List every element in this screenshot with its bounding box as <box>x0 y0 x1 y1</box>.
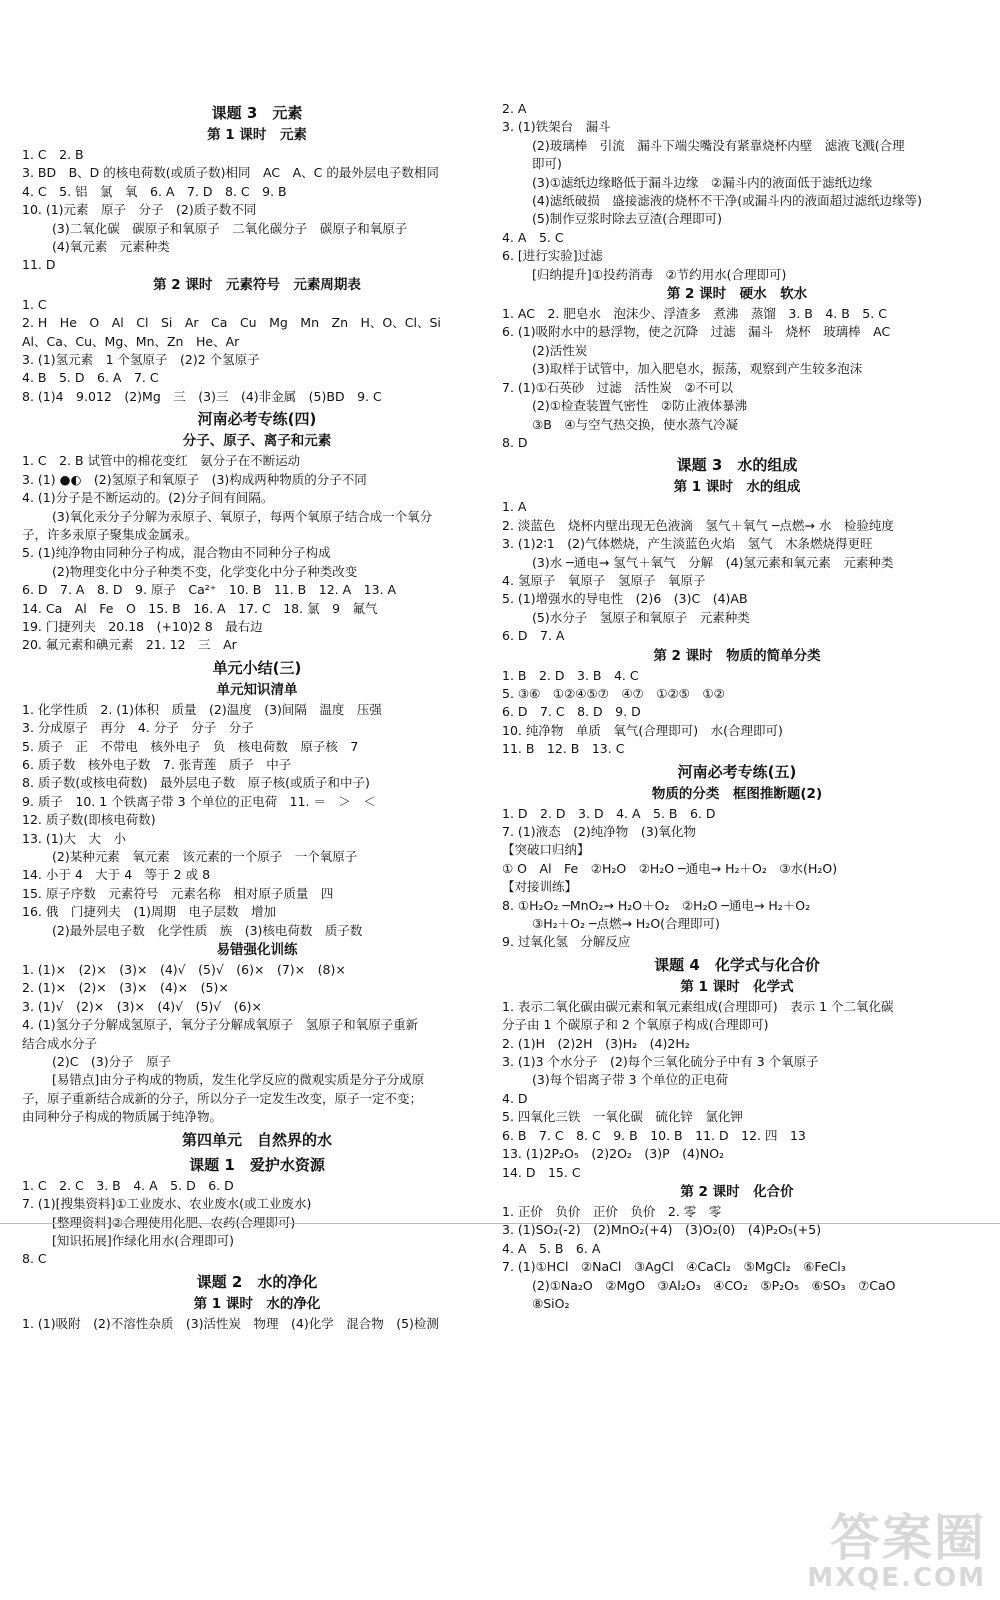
answer-line: 5. ③⑥ ①②④⑤⑦ ④⑦ ①②⑤ ①② <box>502 685 725 701</box>
answer-line: 1. D 2. D 3. D 4. A 5. B 6. D <box>502 805 716 821</box>
answer-line: 8. D <box>502 434 528 450</box>
answer-line: 1. 化学性质 2. (1)体积 质量 (2)温度 (3)间隔 温度 压强 <box>22 701 382 717</box>
answer-line: 1. 表示二氧化碳由碳元素和氧元素组成(合理即可) 表示 1 个二氧化碳 <box>502 998 894 1014</box>
answer-line: 14. 小于 4 大于 4 等于 2 或 8 <box>22 867 211 883</box>
section-heading: 单元小结(三) <box>212 658 302 677</box>
answer-line: 2. A <box>502 101 527 116</box>
answer-line: 【对接训练】 <box>502 879 578 895</box>
answer-line: 9. 质子 10. 1 个铁离子带 3 个单位的正电荷 11. ＝ ＞ ＜ <box>22 793 376 809</box>
answer-line: 1. C 2. B 试管中的棉花变红 氨分子在不断运动 <box>22 453 301 469</box>
answer-line: (2)玻璃棒 引流 漏斗下端尖嘴没有紧靠烧杯内壁 滤液飞溅(合理 <box>532 137 905 153</box>
answer-line: 4. 氢原子 氧原子 氢原子 氧原子 <box>502 572 706 588</box>
answer-line: 3. (1)3 个水分子 (2)每个三氧化硫分子中有 3 个氧原子 <box>502 1054 819 1070</box>
subsection-heading: 第 2 课时 物质的简单分类 <box>653 647 821 664</box>
answer-line: (2)某种元素 氧元素 该元素的一个原子 一个氧原子 <box>52 849 358 864</box>
section-heading: 课题 3 元素 <box>211 104 303 122</box>
answer-line: ③H₂＋O₂ ─点燃→ H₂O(合理即可) <box>532 916 720 932</box>
section-heading: 第四单元 自然界的水 <box>181 1130 332 1149</box>
answer-line: 11. B 12. B 13. C <box>502 741 625 757</box>
answer-line: 10. (1)元素 原子 分子 (2)质子数不同 <box>22 202 257 218</box>
right-column <box>502 100 972 1313</box>
answer-line: 5. (1)增强水的导电性 (2)6 (3)C (4)AB <box>502 591 748 607</box>
answer-line: 3. (1)SO₂(-2) (2)MnO₂(+4) (3)O₂(0) (4)P₂O₅(+5) <box>502 1222 822 1238</box>
answer-line: 4. D <box>502 1090 528 1106</box>
answer-line: 3. (1)2∶1 (2)气体燃烧，产生淡蓝色火焰 氢气 木条燃烧得更旺 <box>502 536 873 552</box>
subsection-heading: 第 1 课时 水的组成 <box>673 479 801 496</box>
answer-line: 3. 分成原子 再分 4. 分子 分子 分子 <box>22 720 254 736</box>
answer-line: 7. (1)[搜集资料]①工业废水、农业废水(或工业废水) <box>22 1196 312 1212</box>
answer-line: 4. (1)分子是不断运动的。(2)分子间有间隔。 <box>22 490 274 506</box>
answer-line: 3. (1)铁架台 漏斗 <box>502 119 611 135</box>
answer-line: 2. 淡蓝色 烧杯内壁出现无色液滴 氢气＋氧气 ─点燃→ 水 检验纯度 <box>502 517 894 533</box>
answer-line: 9. 过氧化氢 分解反应 <box>502 934 631 950</box>
answer-line: (2)①检查装置气密性 ②防止液体暴沸 <box>532 398 748 414</box>
answer-line: 8. 质子数(或核电荷数) 最外层电子数 原子核(或质子和中子) <box>22 775 370 791</box>
answer-line: 4. (1)氢分子分解成氢原子，氧分子分解成氧原子 氢原子和氧原子重新 <box>22 1017 419 1033</box>
answer-line: 16. 俄 门捷列夫 (1)周期 电子层数 增加 <box>22 904 277 920</box>
watermark <box>807 1509 986 1593</box>
answer-line: 6. [进行实验]过滤 <box>502 248 603 264</box>
answer-line: [易错点]由分子构成的物质，发生化学反应的微观实质是分子分成原 <box>52 1072 425 1088</box>
answer-line: 分子由 1 个碳原子和 2 个氧原子构成(合理即可) <box>502 1017 769 1033</box>
answer-line: ① O Al Fe ②H₂O ②H₂O ─通电→ H₂＋O₂ ③水(H₂O) <box>502 860 838 876</box>
answer-line: 1. AC 2. 肥皂水 泡沫少、浮渣多 煮沸 蒸馏 3. B 4. B 5. C <box>502 306 887 322</box>
answer-line: 2. (1)H (2)2H (3)H₂ (4)2H₂ <box>502 1035 690 1051</box>
answer-line: 5. (1)纯净物由同种分子构成，混合物由不同种分子构成 <box>22 545 331 561</box>
answer-line: 1. (1)吸附 (2)不溶性杂质 (3)活性炭 物理 (4)化学 混合物 (5)检测 <box>22 1315 439 1331</box>
section-heading: 课题 2 水的净化 <box>196 1272 318 1291</box>
answer-line: ③B ④与空气热交换，使水蒸气冷凝 <box>532 416 738 432</box>
subsection-heading: 分子、原子、离子和元素 <box>182 433 332 450</box>
answer-line: (4)滤纸破损 盛接滤液的烧杯不干净(或漏斗内的液面超过滤纸边缘等) <box>532 193 922 209</box>
answer-line: (3)氧化汞分子分解为汞原子、氧原子，每两个氧原子结合成一个氧分 <box>52 508 433 524</box>
answer-line: 3. (1) ●◐ (2)氢原子和氧原子 (3)构成两种物质的分子不同 <box>22 471 367 487</box>
answer-line: (5)水分子 氢原子和氧原子 元素种类 <box>532 609 750 625</box>
answer-line: 1. (1)× (2)× (3)× (4)√ (5)√ (6)× (7)× (8)× <box>22 962 346 978</box>
watermark-logo-text: 答案圈 <box>830 1509 986 1567</box>
section-heading: 河南必考专练(五) <box>677 762 797 781</box>
answer-line: 子，原子重新结合成新的分子，所以分子一定发生改变，原子一定不变； <box>22 1090 423 1106</box>
answer-line: 15. 原子序数 元素符号 元素名称 相对原子质量 四 <box>22 885 334 901</box>
fold-line <box>0 1223 1000 1224</box>
answer-line: 1. 正价 负价 正价 负价 2. 零 零 <box>502 1203 722 1219</box>
answer-line: 11. D <box>22 257 56 273</box>
answer-line: 7. (1)液态 (2)纯净物 (3)氧化物 <box>502 824 697 839</box>
subsection-heading: 易错强化训练 <box>216 942 298 959</box>
answer-line: 19. 门捷列夫 20.18 (+10)2 8 最右边 <box>22 618 263 634</box>
subsection-heading: 第 1 课时 化学式 <box>680 978 794 995</box>
answer-line: Al、Ca、Cu、Mg、Mn、Zn He、Ar <box>22 333 240 349</box>
answer-line: (5)制作豆浆时除去豆渣(合理即可) <box>532 211 722 227</box>
answer-line: 7. (1)①HCl ②NaCl ③AgCl ④CaCl₂ ⑤MgCl₂ ⑥FeCl₃ <box>502 1259 846 1275</box>
answer-line: 3. (1)√ (2)× (3)× (4)√ (5)√ (6)× <box>22 998 262 1014</box>
answer-line: (2)C (3)分子 原子 <box>52 1054 172 1070</box>
answer-line: (2)物理变化中分子种类不变，化学变化中分子种类改变 <box>52 563 358 579</box>
answer-line: (2)最外层电子数 化学性质 族 (3)核电荷数 质子数 <box>52 922 363 938</box>
section-heading: 课题 4 化学式与化合价 <box>654 955 820 974</box>
answer-line: [归纳提升]①投药消毒 ②节约用水(合理即可) <box>532 266 787 282</box>
answer-line: (3)①滤纸边缘略低于漏斗边缘 ②漏斗内的液面低于滤纸边缘 <box>532 174 873 190</box>
subsection-heading: 物质的分类 框图推断题(2) <box>651 785 823 802</box>
answer-line: 13. (1)大 大 小 <box>22 830 127 846</box>
answer-line: [知识拓展]作绿化用水(合理即可) <box>52 1232 235 1248</box>
watermark-url: MXQE.COM <box>807 1563 986 1593</box>
answer-line: [整理资料]②合理使用化肥、农药(合理即可) <box>52 1214 296 1230</box>
answer-line: 由同种分子构成的物质属于纯净物。 <box>22 1109 223 1125</box>
answer-line: 结合成水分子 <box>22 1035 98 1051</box>
answer-line: 1. C <box>22 296 47 312</box>
answer-line: 13. (1)2P₂O₅ (2)2O₂ (3)P (4)NO₂ <box>502 1146 725 1162</box>
answer-line: 3. BD B、D 的核电荷数(或质子数)相同 AC A、C 的最外层电子数相同 <box>22 165 439 181</box>
answer-line: ⑧SiO₂ <box>532 1295 570 1311</box>
answer-line: 4. C 5. 铝 氯 氧 6. A 7. D 8. C 9. B <box>22 183 287 199</box>
subsection-heading: 第 2 课时 硬水 软水 <box>666 286 808 303</box>
subsection-heading: 第 2 课时 化合价 <box>680 1183 794 1200</box>
section-heading: 河南必考专练(四) <box>197 410 317 429</box>
answer-line: 6. 质子数 核外电子数 7. 张青莲 质子 中子 <box>22 756 292 772</box>
answer-line: 6. D 7. C 8. D 9. D <box>502 704 641 720</box>
answer-line: 7. (1)①石英砂 过滤 活性炭 ②不可以 <box>502 379 734 395</box>
answer-line: 4. B 5. D 6. A 7. C <box>22 370 159 386</box>
answer-line: 14. D 15. C <box>502 1164 581 1180</box>
answer-line: 6. D 7. A <box>502 628 565 644</box>
answer-line: (3)二氧化碳 碳原子和氧原子 二氧化碳分子 碳原子和氧原子 <box>52 220 408 236</box>
answer-line: 5. 四氧化三铁 一氧化碳 硫化锌 氯化钾 <box>502 1109 743 1125</box>
answer-line: 2. (1)× (2)× (3)× (4)× (5)× <box>22 980 229 996</box>
left-column <box>22 100 492 1333</box>
answer-line: 2. H He O Al Cl Si Ar Ca Cu Mg Mn Zn H、O、Cl、Si <box>22 315 441 331</box>
answer-line: 8. (1)4 9.012 (2)Mg 三 (3)三 (4)非金属 (5)BD 9. C <box>22 388 382 404</box>
answer-line: 1. A <box>502 499 527 515</box>
answer-line: 1. B 2. D 3. B 4. C <box>502 667 639 683</box>
answer-line: (2)①Na₂O ②MgO ③Al₂O₃ ④CO₂ ⑤P₂O₅ ⑥SO₃ ⑦CaO <box>532 1277 896 1293</box>
answer-line: 12. 质子数(即核电荷数) <box>22 812 156 828</box>
answer-line: 即可) <box>532 156 562 172</box>
answer-line: (3)水 ─通电→ 氢气＋氧气 分解 (4)氢元素和氧元素 元素种类 <box>532 554 894 570</box>
answer-line: (4)氧元素 元素种类 <box>52 239 170 255</box>
answer-line: 8. ①H₂O₂ ─MnO₂→ H₂O＋O₂ ②H₂O ─通电→ H₂＋O₂ <box>502 897 811 913</box>
subsection-heading: 第 1 课时 水的净化 <box>193 1295 321 1312</box>
answer-line: (3)每个铝离子带 3 个单位的正电荷 <box>532 1072 729 1088</box>
answer-line: 8. C <box>22 1251 47 1267</box>
answer-line: 【突破口归纳】 <box>502 842 590 858</box>
answer-line: 1. C 2. B <box>22 147 84 162</box>
answer-line: 5. 质子 正 不带电 核外电子 负 核电荷数 原子核 7 <box>22 738 359 754</box>
answer-line: 6. D 7. A 8. D 9. 原子 Ca²⁺ 10. B 11. B 12. A 13. A <box>22 582 397 598</box>
answer-line: 10. 纯净物 单质 氧气(合理即可) 水(合理即可) <box>502 722 783 738</box>
answer-line: 子，许多汞原子聚集成金属汞。 <box>22 526 198 542</box>
subsection-heading: 单元知识清单 <box>216 681 298 698</box>
answer-line: (3)取样于试管中，加入肥皂水，振荡，观察到产生较多泡沫 <box>532 361 863 377</box>
answer-line: 4. A 5. C <box>502 229 564 245</box>
answer-line: 6. (1)吸附水中的悬浮物，使之沉降 过滤 漏斗 烧杯 玻璃棒 AC <box>502 324 891 340</box>
subsection-heading: 第 2 课时 元素符号 元素周期表 <box>153 276 361 293</box>
answer-line: 1. C 2. C 3. B 4. A 5. D 6. D <box>22 1177 234 1193</box>
answer-line: 6. B 7. C 8. C 9. B 10. B 11. D 12. 四 13 <box>502 1127 806 1143</box>
subsection-heading: 第 1 课时 元素 <box>207 127 307 143</box>
answer-line: 20. 氟元素和碘元素 21. 12 三 Ar <box>22 637 237 653</box>
section-heading: 课题 1 爱护水资源 <box>189 1155 325 1174</box>
answer-line: (2)活性炭 <box>532 342 588 358</box>
section-heading: 课题 3 水的组成 <box>676 456 798 475</box>
answer-line: 4. A 5. B 6. A <box>502 1240 601 1256</box>
answer-line: 14. Ca Al Fe O 15. B 16. A 17. C 18. 氯 9 氟气 <box>22 600 378 616</box>
answer-line: 3. (1)氢元素 1 个氢原子 (2)2 个氢原子 <box>22 352 260 368</box>
